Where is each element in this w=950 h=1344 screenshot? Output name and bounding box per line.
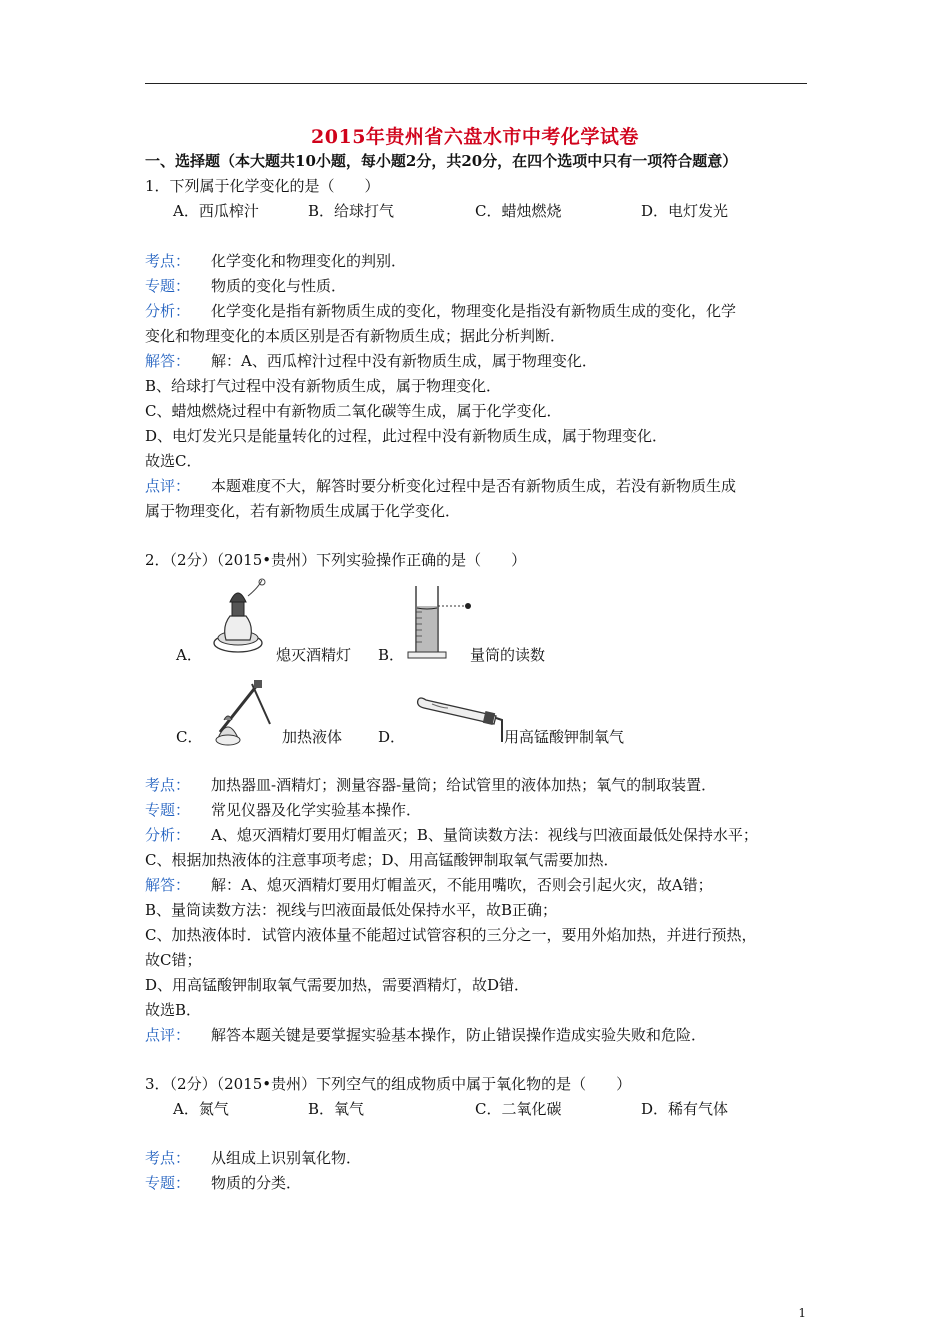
dianping-label: 点评： (145, 477, 191, 495)
q1-fenxi: 分析： 化学变化是指有新物质生成的变化，物理变化是指没有新物质生成的变化，化学 (145, 302, 737, 320)
q2-dianping: 点评： 解答本题关键是要掌握实验基本操作，防止错误操作造成实验失败和危险． (145, 1026, 707, 1044)
kaodian-label: 考点： (145, 1149, 191, 1167)
q2-option-a-text: 熄灭酒精灯 (276, 646, 352, 664)
q2-kaodian: 考点： 加热器皿-酒精灯；测量容器-量筒；给试管里的液体加热；氧气的制取装置． (145, 776, 717, 794)
q2-jieda-b: B、量筒读数方法：视线与凹液面最低处保持水平，故B正确； (145, 901, 558, 919)
q1-dianping: 点评： 本题难度不大，解答时要分析变化过程中是否有新物质生成，若没有新物质生成 (145, 477, 737, 495)
q2-jieda-c: C、加热液体时．试管内液体量不能超过试管容积的三分之一，要用外焰加热，并进行预热， (145, 926, 757, 944)
q1-option-c: C．蜡烛燃烧 (475, 202, 562, 220)
q2-fenxi-cont: C、根据加热液体的注意事项考虑；D、用高锰酸钾制取氧气需要加热． (145, 851, 619, 869)
q2-stem: 2．（2分）（2015•贵州）下列实验操作正确的是（ ） (145, 551, 527, 569)
q1-option-d: D．电灯发光 (641, 202, 729, 220)
section-heading: 一、选择题（本大题共10小题，每小题2分，共20分，在四个选项中只有一项符合题意） (145, 152, 738, 170)
oxygen-setup-figure (412, 692, 508, 746)
zhuanti-label: 专题： (145, 277, 191, 295)
zhuanti-label: 专题： (145, 1174, 191, 1192)
dianping-label: 点评： (145, 1026, 191, 1044)
q2-option-d: D． (378, 728, 406, 746)
q2-option-c-text: 加热液体 (282, 728, 343, 746)
q3-zhuanti: 专题： 物质的分类． (145, 1174, 302, 1192)
header-rule (145, 83, 807, 84)
q2-zhuanti: 专题： 常见仪器及化学实验基本操作． (145, 801, 422, 819)
jieda-label: 解答： (145, 876, 191, 894)
q1-jieda-c: C、蜡烛燃烧过程中有新物质二氧化碳等生成，属于化学变化． (145, 402, 562, 420)
q1-answer: 故选C． (145, 452, 202, 470)
page-number: 1 (798, 1306, 806, 1320)
q3-option-a: A．氮气 (173, 1100, 229, 1118)
kaodian-label: 考点： (145, 776, 191, 794)
kaodian-label: 考点： (145, 252, 191, 270)
q1-dianping-cont: 属于物理变化，若有新物质生成属于化学变化． (145, 502, 461, 520)
fenxi-label: 分析： (145, 826, 191, 844)
q2-answer: 故选B． (145, 1001, 202, 1019)
q2-jieda-c-cont: 故C错； (145, 951, 202, 969)
zhuanti-label: 专题： (145, 801, 191, 819)
q3-stem: 3．（2分）（2015•贵州）下列空气的组成物质中属于氧化物的是（ ） (145, 1075, 632, 1093)
q3-kaodian: 考点： 从组成上识别氧化物． (145, 1149, 362, 1167)
q2-option-b: B． (378, 646, 405, 664)
q2-option-c: C． (176, 728, 203, 746)
q2-option-b-text: 量筒的读数 (470, 646, 546, 664)
q1-jieda-b: B、给球打气过程中没有新物质生成，属于物理变化． (145, 377, 502, 395)
q3-option-b: B．氧气 (308, 1100, 365, 1118)
q1-jieda: 解答： 解：A、西瓜榨汁过程中没有新物质生成，属于物理变化． (145, 352, 597, 370)
q2-jieda: 解答： 解：A、熄灭酒精灯要用灯帽盖灭，不能用嘴吹，否则会引起火灾，故A错； (145, 876, 713, 894)
q2-option-d-text: 用高锰酸钾制氧气 (504, 728, 625, 746)
q1-fenxi-cont: 变化和物理变化的本质区别是否有新物质生成；据此分析判断． (145, 327, 566, 345)
q2-option-a: A． (176, 646, 202, 664)
q1-stem: 1．下列属于化学变化的是（ ） (145, 177, 380, 195)
q1-kaodian: 考点： 化学变化和物理变化的判别． (145, 252, 407, 270)
q3-option-c: C．二氧化碳 (475, 1100, 562, 1118)
heating-liquid-figure (208, 676, 278, 748)
q1-option-a: A．西瓜榨汁 (173, 202, 259, 220)
q2-fenxi: 分析： A、熄灭酒精灯要用灯帽盖灭；B、量筒读数方法：视线与凹液面最低处保持水平； (145, 826, 758, 844)
q3-option-d: D．稀有气体 (641, 1100, 729, 1118)
alcohol-lamp-figure (208, 578, 270, 668)
jieda-label: 解答： (145, 352, 191, 370)
q1-jieda-d: D、电灯发光只是能量转化的过程，此过程中没有新物质生成，属于物理变化． (145, 427, 668, 445)
exam-title: 2015年贵州省六盘水市中考化学试卷 (311, 126, 639, 148)
q1-option-b: B．给球打气 (308, 202, 395, 220)
q2-jieda-d: D、用高锰酸钾制取氧气需要加热，需要酒精灯，故D错． (145, 976, 530, 994)
fenxi-label: 分析： (145, 302, 191, 320)
q1-zhuanti: 专题： 物质的变化与性质． (145, 277, 347, 295)
